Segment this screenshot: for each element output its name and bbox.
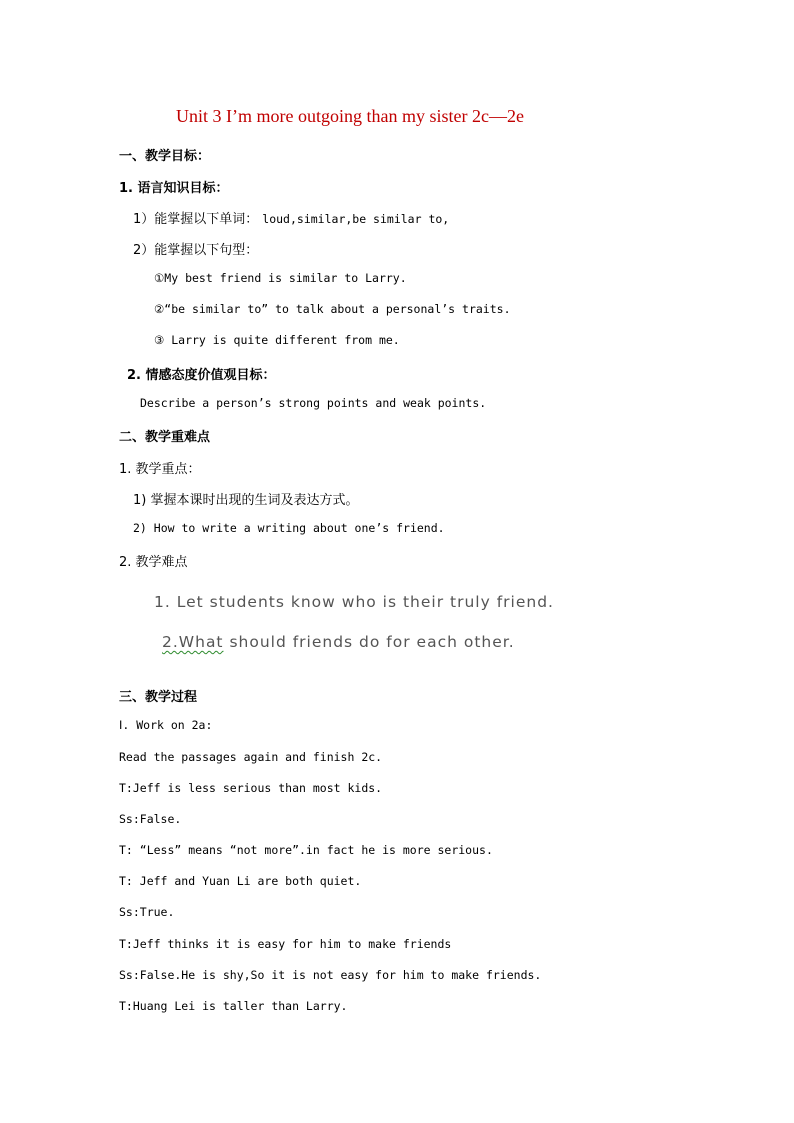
- item-words: [133, 208, 449, 228]
- attitude-goal-text: Describe a person’s strong points and weak points.: [140, 396, 487, 410]
- section-2-1-heading: 1. 教学重点：: [119, 462, 201, 477]
- sentence-3: ③ Larry is quite different from me.: [154, 333, 400, 347]
- section-1-2-heading: 2. 情感态度价值观目标：: [127, 368, 276, 383]
- dialog-line: Ss:False.: [119, 812, 182, 826]
- dialog-line: Ss:False.He is shy,So it is not easy for him to make friends.: [119, 968, 542, 982]
- difficulty-line-2: [162, 633, 515, 651]
- section-3-heading: 三、教学过程: [119, 690, 198, 705]
- dialog-line: T: “Less” means “not more”.in fact he is more serious.: [119, 843, 493, 857]
- dialog-line: T:Huang Lei is taller than Larry.: [119, 999, 348, 1013]
- dialog-line: T: Jeff and Yuan Li are both quiet.: [119, 874, 362, 888]
- item-sentences: 2）能掌握以下句型：: [133, 243, 259, 258]
- sentence-2: ②“be similar to” to talk about a personal’s traits.: [154, 302, 511, 316]
- dialog-line: Ss:True.: [119, 905, 175, 919]
- section-2-heading: 二、教学重难点: [119, 430, 211, 445]
- dialog-line: Read the passages again and finish 2c.: [119, 750, 383, 764]
- spellcheck-word: 2.What: [162, 633, 224, 651]
- step-1: Ⅰ. Work on 2a:: [119, 718, 213, 732]
- item-words-prefix: 1）能掌握以下单词：: [133, 212, 259, 227]
- item-words-list: loud,similar,be similar to,: [262, 212, 450, 226]
- dialog-line: T:Jeff is less serious than most kids.: [119, 781, 383, 795]
- section-1-1-heading: 1. 语言知识目标：: [119, 181, 229, 196]
- sentence-1: ①My best friend is similar to Larry.: [154, 271, 407, 285]
- section-2-2-heading: 2. 教学难点: [119, 555, 188, 570]
- difficulty-line-1: 1. Let students know who is their truly friend.: [154, 593, 554, 611]
- key-point-2: 2) How to write a writing about one’s friend.: [133, 521, 445, 535]
- section-1-heading: 一、教学目标：: [119, 149, 211, 164]
- document-title: Unit 3 I’m more outgoing than my sister 2c—2e: [176, 106, 524, 126]
- key-point-1: 1) 掌握本课时出现的生词及表达方式。: [133, 493, 359, 508]
- difficulty-line-2-rest: should friends do for each other.: [223, 633, 515, 651]
- dialog-line: T:Jeff thinks it is easy for him to make friends: [119, 937, 452, 951]
